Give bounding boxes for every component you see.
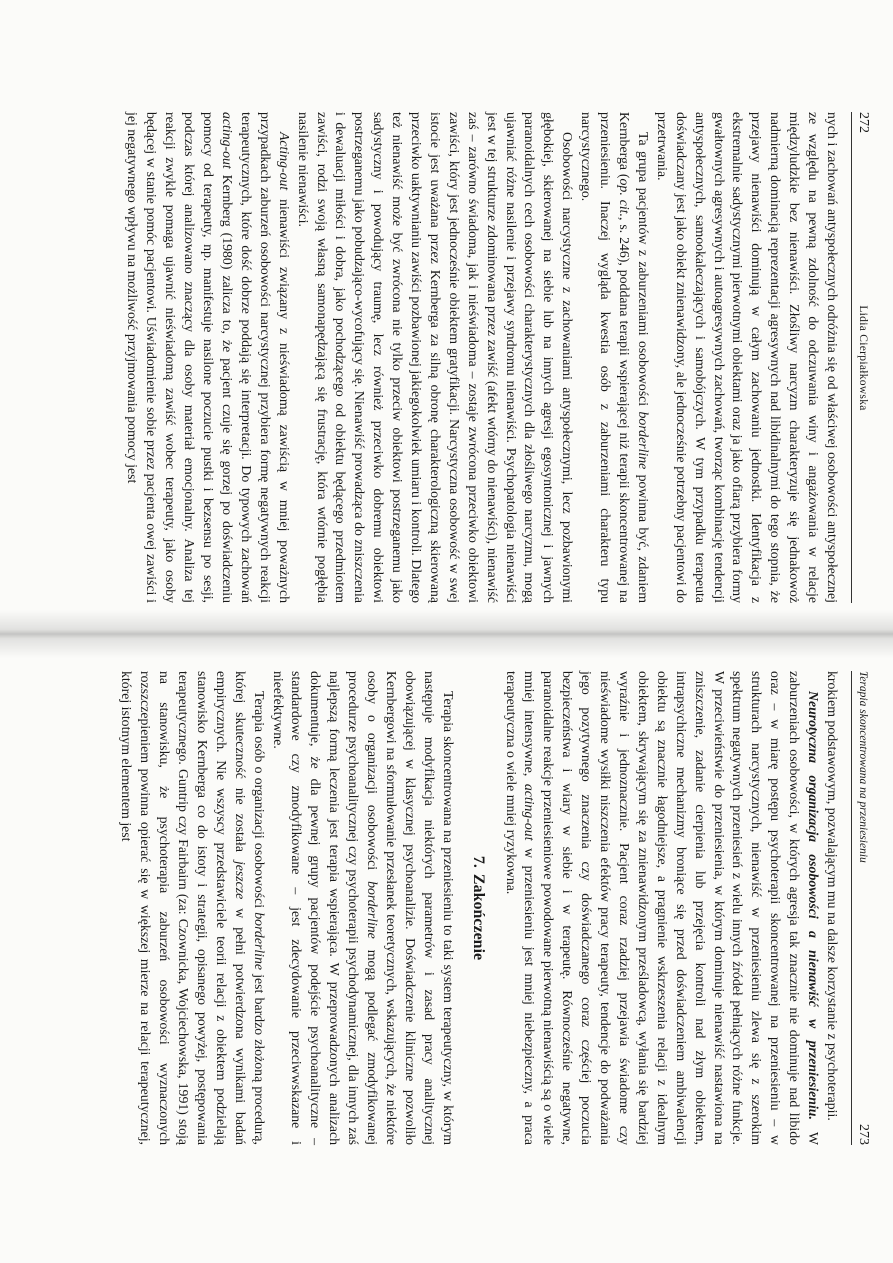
emphasis-text: borderline (635, 411, 651, 470)
left-page-body (123, 112, 841, 603)
right-page-body-top (501, 671, 841, 1145)
paragraph (822, 671, 841, 1145)
emphasis-text: acting-out (522, 783, 538, 841)
paragraph (576, 112, 652, 603)
text-run: jest bardzo złożoną procedurą, której skuteczność nie została (232, 671, 267, 1145)
right-page (0, 645, 893, 1263)
text-run: Terapia skoncentrowana na przeniesieniu to taki system terapeutyczny, w którym następuje modyfikacja niektórych parametrów i zasad pracy analitycznej obowiązującej w klasycznej psychoanalizie. Doświadczenie kliniczne pozwoliło Kernbergowi na sformułowanie przesłanek teoretycznych, wskazujących, że niektóre osoby o organizacji osobowości (365, 671, 456, 1145)
right-running-head-title: Terapia skoncentrowana na przeniesieniu (857, 671, 869, 863)
paragraph (652, 112, 841, 603)
text-run: W zaburzeniach osobowości, w których agresja tak znacznie nie dominuje nad libido oraz – w miarę postępu psychoterapii skoncentrowanej na przeniesieniu – w strukturach narcystycznych, nienawiść w przeniesieniu zlewa się z szerokim spektrum negatywnych przeniesień z wielu innych źródeł pełniących różne funkcje. W przeciwieństwie do przeniesienia, w którym dominuje nienawiść nastawiona na zniszczenie, zadanie cierpienia lub przejęcia kontroli nad złym obiektem, intrapsychiczne mechanizmy broniące się przed doświadczeniem ambiwalencji obiektu są znacznie łagodniejsze, a pragnienie wskrzeszenia relacji z idealnym obiektem, skrywającym się za znienawidzonym prześladowcą, wyłania się bardziej wyraźnie i jednoznacznie. Pacjent coraz rzadziej przejawia świadome czy nieświadome wysiłki niszczenia efektów pracy terapeuty, tendencje do podważania jego pozytywnego znaczenia czy doświadczanego coraz częściej poczucia bezpieczeństwa i wiary w siebie i w terapeutę. Równocześnie negatywne, paranoidalne reakcje przeniesieniowe powodowane pierwotną nienawiścią są o wiele mniej intensywne, (522, 671, 822, 1145)
text-run: powinna być, zdaniem Kernberga ( (617, 112, 651, 604)
text-run: krokiem podstawowym, pozwalającym mu na dalsze korzystanie z psychoterapii. (825, 671, 840, 1121)
text-run: , s. 246), poddana terapii wspierającej niż terapii skoncentrowanej na przeniesieniu. Inaczej wygląda kwestia osób z zaburzeniami charakteru typu narcystycznego. (579, 112, 633, 603)
right-page-body-bottom (116, 671, 456, 1145)
left-page-number: 272 (856, 112, 871, 133)
paragraph (116, 671, 267, 1145)
section-heading (469, 671, 487, 1145)
emphasis-text: Neurotyczna organizacja osobowości a nienawiść w przeniesieniu. (806, 691, 822, 1120)
text-run: Terapia osób o organizacji osobowości (251, 691, 267, 913)
left-page (0, 0, 893, 625)
section-title: Zakończenie (469, 873, 487, 961)
emphasis-text: borderline (251, 912, 267, 971)
right-page-number: 273 (856, 1124, 871, 1145)
emphasis-text: jeszcze (232, 860, 248, 900)
paragraph (268, 671, 457, 1145)
text-run: Osobowości narcystyczne z zachowaniami antyspołecznymi, lecz pozbawionymi głębokiej, skierowanej na siebie lub na innych agresji egosyntonicznej i jawnych paranoidalnych cech osobowości charakterystycznych dla złośliwego narcyzmu, mogą ujawniać różne nasilenie i przejawy syndromu nienawiści. Psychopatologia nienawiści jest w tej strukturze zdominowana przez zawiść (afekt wtórny do nienawiści), nienawiść zaś – zarówno świadoma, jak i nieświadoma – zostaje zwrócona przeciwko obiektowi zawiści, który jest jednocześnie obiektem gratyfikacji. Narcystyczna osobowość w swej istocie jest uważana przez Kernberga za silną obronę charakterologiczną skierowaną przeciwko uaktywnianiu zawiści pozbawionej jakiegokolwiek umiaru i kontroli. Dlatego też nienawiść może być zwrócona nie tylko przeciw obiektowi postrzeganemu jako sadystyczny i powodujący traumę, lecz również przeciwko dobremu obiektowi postrzeganemu jako pobudzająco-wycofujący się. Nienawiść prowadząca do zniszczenia i dewaluacji miłości i dobra, jako pochodzącego od obiektu będącego przedmiotem zawiści, rodzi swoją własną samonapędzającą się frustrację, która wtórnie pogłębia nasilenie nienawiści. (295, 112, 576, 603)
emphasis-text: op. cit. (617, 178, 633, 217)
text-run: w pełni potwierdzona wynikami badań empirycznych. Nie wszyscy przedstawiciele teorii relacji z obiektem podzielają stanowisko Kernberga co do istoty i strategii, opisanego powyżej, postępowania terapeutycznego. Guntrip czy Fairbairn (za: Czownicka, Wojciechowska, 1991) stoją na stanowisku, że psychoterapia zaburzeń osobowości wyznaczonych rozszczepieniem powinna opierać się w większej mierze na relacji terapeutycznej, której istotnym elementem jest (119, 671, 248, 1145)
right-running-head (851, 671, 871, 1145)
text-run: mogą podlegać zmodyfikowanej procedurze psychoanalitycznej czy psychoterapii psychodynamicznej, dla innych zaś najlepszą formą leczenia jest terapia wspierająca. W przeprowadzonych analizach dokumentuje, że dla pewnej grupy pacjentów podejście psychoanalityczne – standardowe czy zmodyfikowane – jest zdecydowanie przeciwwskazane i nieefektywne. (270, 671, 381, 1145)
emphasis-text: Acting-out (276, 132, 292, 191)
paragraph (501, 671, 822, 1145)
text-run: Ta grupa pacjentów z zaburzeniami osobowości (635, 132, 651, 412)
text-run: w przeniesieniu jest mniej niebezpieczny, a praca terapeutyczna o wiele mniej ryzykowna. (503, 671, 538, 1145)
left-running-head-author: Lidia Cierpiałkowska (857, 305, 869, 411)
emphasis-text: borderline (365, 881, 381, 939)
paragraph (123, 112, 293, 603)
text-run: Kernberg (1980) zalicza to, że pacjent czuje się gorzej po doświadczeniu pomocy od terapeuty, np. manifestuje nasilone poczucie pustki i bezsensu po sesji, podczas której analizowano znaczący dla osoby materiał emocjonalny. Analiza tej reakcji zwykle pomaga ujawnić nieświadomą zawiść wobec terapeuty, jako osoby będącej w stanie pomóc pacjentowi. Uświadomienie sobie przez pacjenta owej zawiści i jej negatywnego wpływu na możliwość przyjmowania pomocy jest (125, 112, 235, 603)
emphasis-text: acting-out (220, 112, 235, 169)
section-number: 7. (469, 855, 487, 868)
left-running-head (851, 112, 871, 603)
paragraph (293, 112, 577, 603)
text-run: nych i zachowań antyspołecznych odróżnia się od właściwej osobowości antyspołecznej ze względu na pewną zdolność do odczuwania winy i angażowania w relacje międzyludzkie bez nienawiści. Złośliwy narcyzm charakteryzuje się jednakowoż nadmierną dominacją reprezentacji agresywnych nad libidinalnymi do tego stopnia, że przejawy nienawiści dominują w całym zachowaniu jednostki. Identyfikacja z ekstremalnie sadystycznymi pierwotnymi obiektami oraz ja jako ofiarą przybiera formy gwałtownych agresywnych i autoagresywnych zachowań, tworząc kombinację tendencji antyspołecznych, samookaleczających i samobójczych. W tym przypadku terapeuta doświadczany jest jako obiekt znienawidzony, ale jednocześnie potrzebny pacjentowi do przetrwania. (654, 112, 840, 603)
text-run: nienawiści związany z nieświadomą zawiścią w mniej poważnych przypadkach zaburzeń osobowości narcystycznej przybiera formę negatywnych reakcji terapeutycznych, które dość dobrze poddają się interpretacji. Do typowych zachowań (238, 112, 292, 603)
